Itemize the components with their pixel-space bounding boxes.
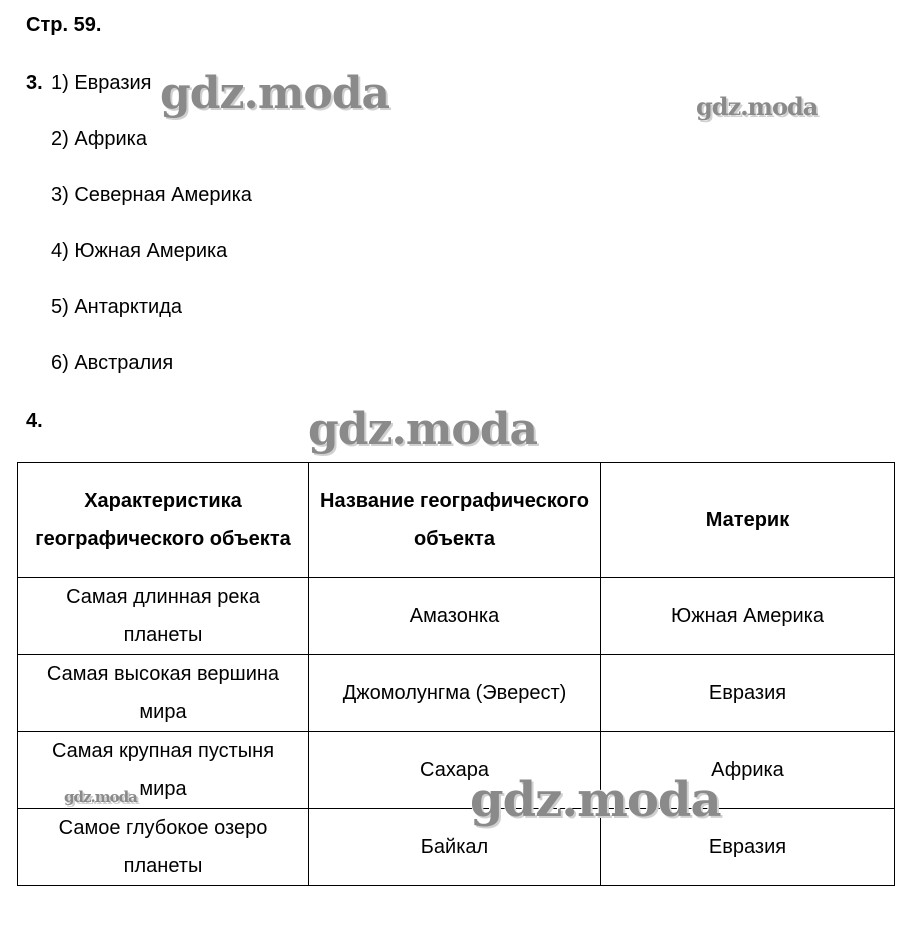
list-item: 6) Австралия [51, 352, 174, 374]
task-4-number: 4. [26, 410, 43, 432]
list-item: 4) Южная Америка [51, 240, 228, 262]
table-cell: Евразия [601, 809, 895, 886]
table-cell: Южная Америка [601, 578, 895, 655]
table-row [18, 578, 895, 655]
table-header-row [18, 463, 895, 578]
table-cell: Африка [601, 732, 895, 809]
list-item: 3) Северная Америка [51, 184, 252, 206]
watermark-logo: gdz.moda [64, 788, 137, 806]
table-cell: Байкал [309, 809, 601, 886]
table-cell: Самая крупная пустыня мира [18, 732, 309, 809]
table-cell: Евразия [601, 655, 895, 732]
page-title: Стр. 59. [26, 14, 102, 36]
table-cell: Амазонка [309, 578, 601, 655]
watermark-logo: gdz.moda [160, 68, 390, 119]
list-item: 2) Африка [51, 128, 147, 150]
list-item: 1) Евразия [51, 72, 152, 94]
column-header: Название географического объекта [309, 463, 601, 578]
table-row [18, 655, 895, 732]
task-3-number: 3. [26, 72, 43, 94]
table-cell: Самое глубокое озеро планеты [18, 809, 309, 886]
table-cell: Самая высокая вершина мира [18, 655, 309, 732]
watermark-logo: gdz.moda [696, 92, 818, 121]
table-cell: Самая длинная река планеты [18, 578, 309, 655]
continents-table [17, 462, 895, 886]
list-item: 5) Антарктида [51, 296, 183, 318]
watermark-logo: gdz.moda [308, 404, 538, 455]
column-header: Характеристика географического объекта [18, 463, 309, 578]
table-cell: Сахара [309, 732, 601, 809]
table-row [18, 809, 895, 886]
watermark-logo: gdz.moda [470, 772, 721, 828]
table-cell: Джомолунгма (Эверест) [309, 655, 601, 732]
column-header: Материк [601, 463, 895, 578]
table-row [18, 732, 895, 809]
